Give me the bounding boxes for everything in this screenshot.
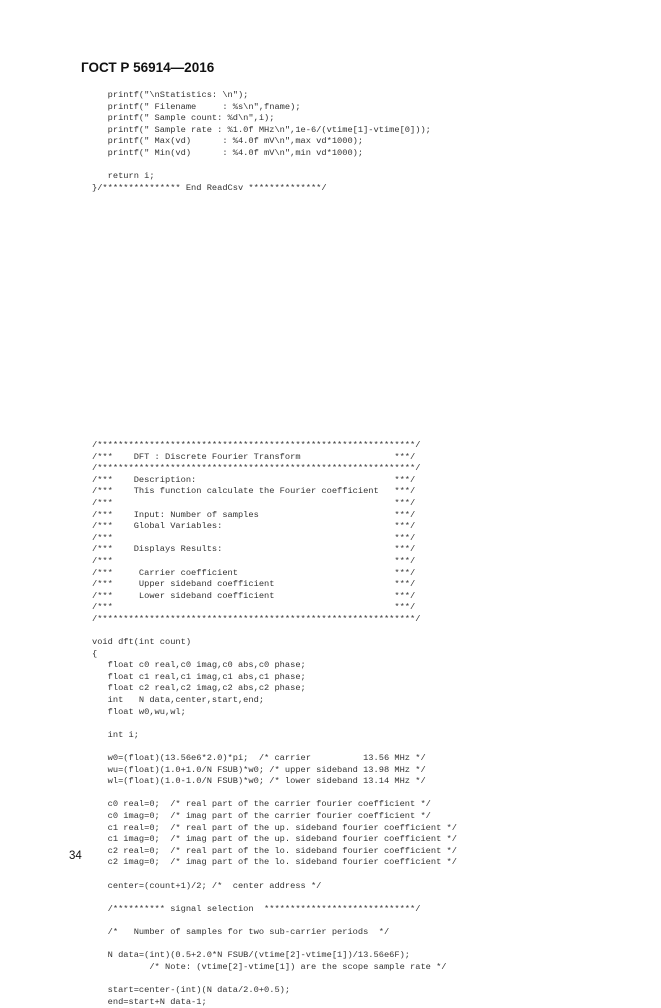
code-line: printf(" Filename : %s\n",fname); — [92, 102, 431, 114]
code-line — [92, 939, 457, 951]
code-line: w0=(float)(13.56e6*2.0)*pi; /* carrier 13.56 MHz */ — [92, 753, 457, 765]
code-line — [92, 241, 431, 253]
code-line: { — [92, 649, 457, 661]
code-line — [92, 206, 431, 218]
standard-code-header: ГОСТ Р 56914—2016 — [81, 60, 214, 75]
code-line — [92, 264, 431, 276]
code-line: /*** ***/ — [92, 556, 457, 568]
code-line: /*************************************************************/ — [92, 463, 457, 475]
code-line: wu=(float)(1.0+1.0/N FSUB)*w0; /* upper sideband 13.98 MHz */ — [92, 765, 457, 777]
code-line: /*** ***/ — [92, 602, 457, 614]
code-line: /*** This function calculate the Fourier coefficient ***/ — [92, 486, 457, 498]
code-line: float w0,wu,wl; — [92, 707, 457, 719]
code-line: /*** DFT : Discrete Fourier Transform ***/ — [92, 452, 457, 464]
code-line — [92, 915, 457, 927]
code-line: /*************************************************************/ — [92, 440, 457, 452]
code-line: /*************************************************************/ — [92, 614, 457, 626]
code-line — [92, 973, 457, 985]
code-line: c0 imag=0; /* imag part of the carrier fourier coefficient */ — [92, 811, 457, 823]
code-line: /*** ***/ — [92, 533, 457, 545]
code-line: end=start+N data-1; — [92, 997, 457, 1008]
code-listing-dft-function — [92, 440, 457, 1008]
code-line: /*** Upper sideband coefficient ***/ — [92, 579, 457, 591]
code-line: int i; — [92, 730, 457, 742]
code-line: /*** Displays Results: ***/ — [92, 544, 457, 556]
code-line: int N data,center,start,end; — [92, 695, 457, 707]
code-line: /*** Input: Number of samples ***/ — [92, 510, 457, 522]
code-line: N data=(int)(0.5+2.0*N FSUB/(vtime[2]-vtime[1])/13.56e6F); — [92, 950, 457, 962]
code-line: /*** Lower sideband coefficient ***/ — [92, 591, 457, 603]
code-line: c1 real=0; /* real part of the up. sideband fourier coefficient */ — [92, 823, 457, 835]
code-line: printf(" Max(vd) : %4.0f mV\n",max vd*1000); — [92, 136, 431, 148]
code-line: /* Number of samples for two sub-carrier periods */ — [92, 927, 457, 939]
code-line: /*** ***/ — [92, 498, 457, 510]
code-line: /* Note: (vtime[2]-vtime[1]) are the scope sample rate */ — [92, 962, 457, 974]
code-line: printf("\nStatistics: \n"); — [92, 90, 431, 102]
code-line: /*** Description: ***/ — [92, 475, 457, 487]
code-line — [92, 252, 431, 264]
code-line: c0 real=0; /* real part of the carrier fourier coefficient */ — [92, 799, 457, 811]
page-number: 34 — [69, 850, 82, 862]
code-line — [92, 788, 457, 800]
code-line — [92, 194, 431, 206]
code-line — [92, 718, 457, 730]
code-line — [92, 229, 431, 241]
code-line — [92, 218, 431, 230]
code-line: center=(count+1)/2; /* center address */ — [92, 881, 457, 893]
code-line — [92, 892, 457, 904]
code-line: c2 real=0; /* real part of the lo. sideband fourier coefficient */ — [92, 846, 457, 858]
code-line: c2 imag=0; /* imag part of the lo. sideband fourier coefficient */ — [92, 857, 457, 869]
code-line: printf(" Min(vd) : %4.0f mV\n",min vd*1000); — [92, 148, 431, 160]
code-line: c1 imag=0; /* imag part of the up. sideband fourier coefficient */ — [92, 834, 457, 846]
code-line: /*** Carrier coefficient ***/ — [92, 568, 457, 580]
code-line — [92, 741, 457, 753]
code-listing-readcsv-end — [92, 90, 431, 276]
code-line: }/*************** End ReadCsv **************/ — [92, 183, 431, 195]
code-line: float c2 real,c2 imag,c2 abs,c2 phase; — [92, 683, 457, 695]
code-line: /********** signal selection *****************************/ — [92, 904, 457, 916]
code-line: float c1 real,c1 imag,c1 abs,c1 phase; — [92, 672, 457, 684]
code-line — [92, 160, 431, 172]
code-line: start=center-(int)(N data/2.0+0.5); — [92, 985, 457, 997]
code-line — [92, 869, 457, 881]
code-line: printf(" Sample count: %d\n",i); — [92, 113, 431, 125]
code-line: /*** Global Variables: ***/ — [92, 521, 457, 533]
code-line: void dft(int count) — [92, 637, 457, 649]
code-line: return i; — [92, 171, 431, 183]
code-line: printf(" Sample rate : %1.0f MHz\n",1e-6/(vtime[1]-vtime[0])); — [92, 125, 431, 137]
code-line: wl=(float)(1.0-1.0/N FSUB)*w0; /* lower sideband 13.14 MHz */ — [92, 776, 457, 788]
code-line: float c0 real,c0 imag,c0 abs,c0 phase; — [92, 660, 457, 672]
code-line — [92, 626, 457, 638]
